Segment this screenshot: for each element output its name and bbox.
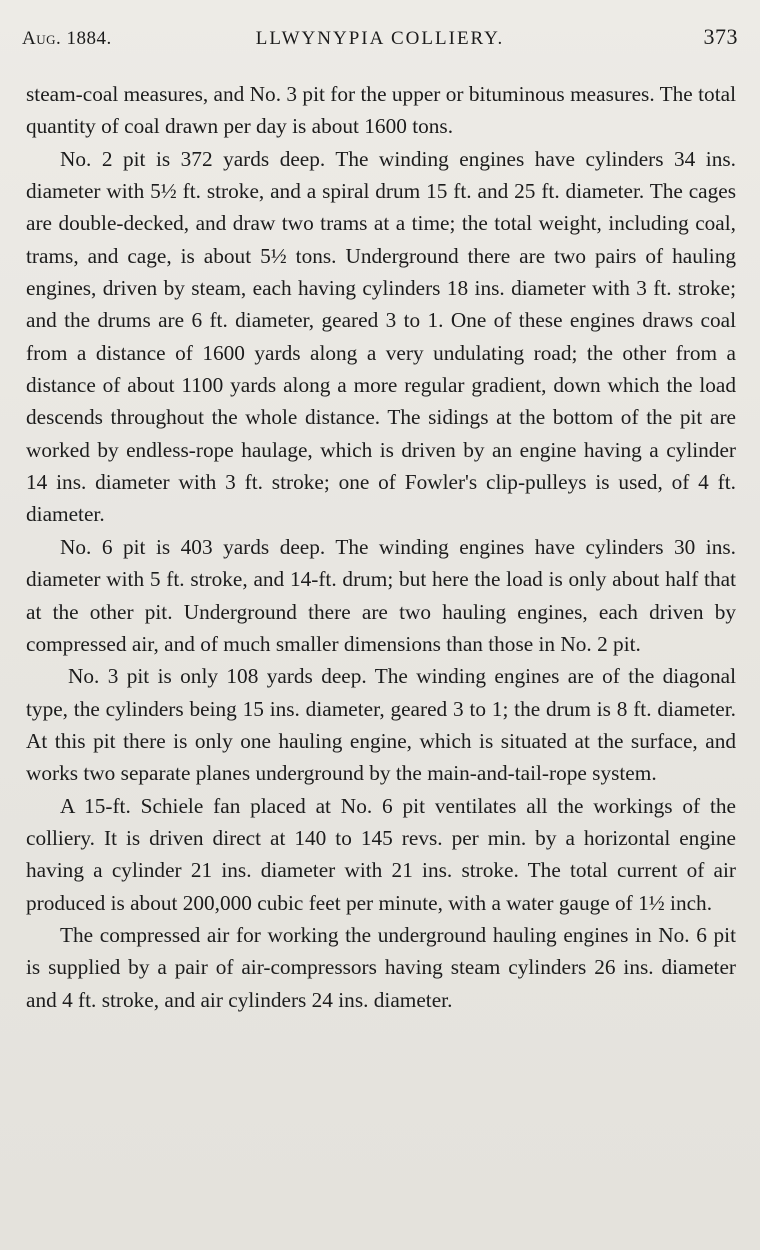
paragraph-compressed-air: The compressed air for working the underground hauling engines in No. 6 pit is supplied by a pair of air-compressors having steam cylinders 26 ins. diameter and 4 ft. stroke, and air cylinders 24 ins. diameter. <box>26 922 736 1012</box>
page-number: 373 <box>703 24 738 49</box>
paragraph-pit-2: No. 2 pit is 372 yards deep. The winding engines have cylinders 34 ins. diameter with 5½ ft. stroke, and a spiral drum 15 ft. and 25 ft. diameter. The cages are double-decked, and draw two trams at a time; the total weight, including coal, trams, and cage, is about 5½ tons. Underground there are two pairs of hauling engines, driven by steam, each having cylinders 18 ins. diameter with 3 ft. stroke; and the drums are 6 ft. diameter, geared 3 to 1. One of these engines draws coal from a distance of 1600 yards along a very undulating road; the other from a distance of about 1100 yards along a more regular gradient, down which the load descends throughout the whole distance. The sidings at the bottom of the pit are worked by endless-rope haulage, which is driven by an engine having a cylinder 14 ins. diameter with 3 ft. stroke; one of Fowler's clip-pulleys is used, of 4 ft. diameter. <box>26 146 736 527</box>
header-title: LLWYNYPIA COLLIERY. <box>255 28 505 49</box>
paragraph-pit-3: No. 3 pit is only 108 yards deep. The winding engines are of the diagonal type, the cylinders being 15 ins. diameter, geared 3 to 1; the drum is 8 ft. diameter. At this pit there is only one hauling engine, which is situated at the surface, and works two separate planes underground by the main-and-tail-rope system. <box>26 664 736 786</box>
paragraph-continuation: steam-coal measures, and No. 3 pit for the upper or bituminous measures. The total quantity of coal drawn per day is about 1600 tons. <box>26 82 736 139</box>
running-header <box>22 22 738 52</box>
paragraph-pit-6: No. 6 pit is 403 yards deep. The winding engines have cylinders 30 ins. diameter with 5 ft. stroke, and 14-ft. drum; but here the load is only about half that at the other pit. Underground there are two hauling engines, each driven by compressed air, and of much smaller dimensions than those in No. 2 pit. <box>26 534 736 656</box>
header-date: Aug. 1884. <box>22 28 112 49</box>
paragraph-fan: A 15-ft. Schiele fan placed at No. 6 pit ventilates all the workings of the colliery. It is driven direct at 140 to 145 revs. per min. by a horizontal engine having a cylinder 21 ins. diameter with 21 ins. stroke. The total current of air produced is about 200,000 cubic feet per minute, with a water gauge of 1½ inch. <box>26 793 736 915</box>
body-text <box>26 78 736 1016</box>
